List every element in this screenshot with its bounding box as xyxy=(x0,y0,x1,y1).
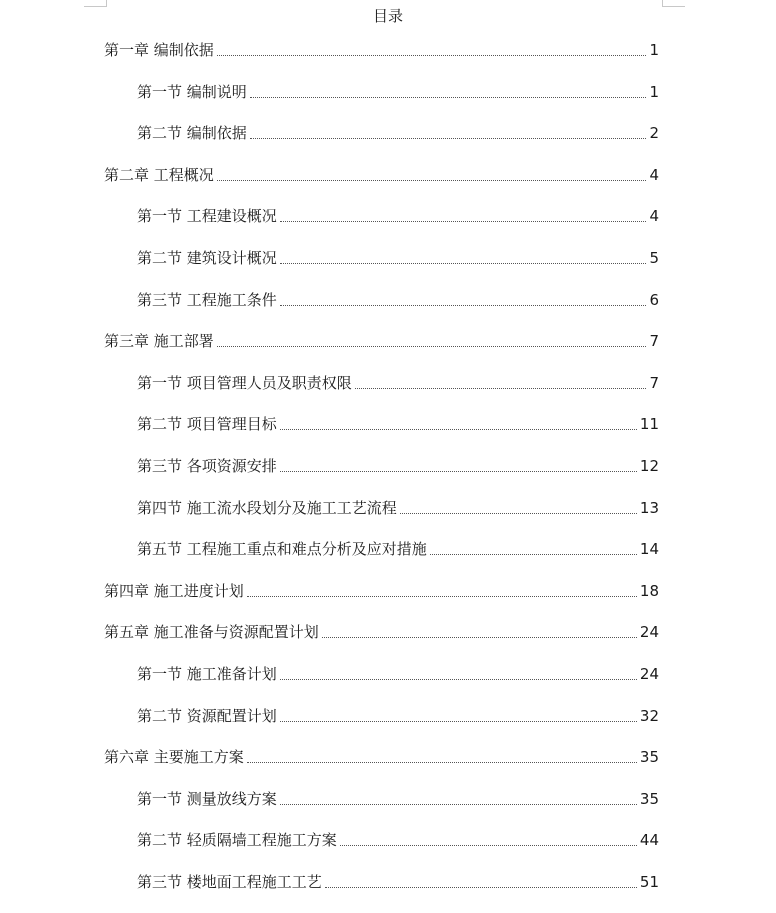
toc-section-entry[interactable] xyxy=(137,660,659,684)
toc-dot-leader xyxy=(250,138,647,139)
toc-entry-label: 第三章 施工部署 xyxy=(104,332,214,351)
toc-entry-label: 第二节 资源配置计划 xyxy=(137,706,277,725)
toc-chapter-entry[interactable] xyxy=(104,327,659,351)
toc-dot-leader xyxy=(340,845,637,846)
toc-entry-label: 第一节 工程建设概况 xyxy=(137,207,277,226)
toc-page-number: 24 xyxy=(639,623,659,642)
toc-dot-leader xyxy=(247,596,637,597)
toc-page-number: 13 xyxy=(639,498,659,517)
toc-entry-label: 第六章 主要施工方案 xyxy=(104,748,244,767)
toc-page-number: 11 xyxy=(639,415,659,434)
toc-dot-leader xyxy=(280,263,647,264)
toc-section-entry[interactable] xyxy=(137,452,659,476)
toc-dot-leader xyxy=(280,804,637,805)
toc-page-number: 18 xyxy=(639,581,659,600)
toc-page-number: 5 xyxy=(649,249,659,267)
toc-dot-leader xyxy=(280,305,647,306)
toc-entry-label: 第一节 编制说明 xyxy=(137,82,247,101)
toc-dot-leader xyxy=(322,637,637,638)
toc-chapter-entry[interactable] xyxy=(104,36,659,60)
toc-entry-label: 第二节 建筑设计概况 xyxy=(137,249,277,267)
toc-dot-leader xyxy=(217,55,647,56)
toc-page-number: 4 xyxy=(649,207,659,226)
toc-dot-leader xyxy=(280,221,647,222)
toc-dot-leader xyxy=(280,429,637,430)
toc-chapter-entry[interactable] xyxy=(104,161,659,185)
toc-section-entry[interactable] xyxy=(137,826,659,850)
toc-entry-label: 第一节 施工准备计划 xyxy=(137,665,277,683)
toc-entry-label: 第三节 工程施工条件 xyxy=(137,290,277,309)
toc-page-number: 35 xyxy=(639,748,659,767)
toc-dot-leader xyxy=(355,388,647,389)
toc-entry-label: 第一节 测量放线方案 xyxy=(137,789,277,808)
toc-page-number: 24 xyxy=(639,665,659,683)
toc-dot-leader xyxy=(325,887,637,888)
toc-section-entry[interactable] xyxy=(137,535,659,559)
toc-chapter-entry[interactable] xyxy=(104,743,659,767)
toc-entry-label: 第一章 编制依据 xyxy=(104,41,214,59)
toc-entry-label: 第四章 施工进度计划 xyxy=(104,581,244,600)
toc-page-number: 7 xyxy=(649,373,659,392)
toc-page-number: 32 xyxy=(639,706,659,725)
toc-entry-label: 第四节 施工流水段划分及施工工艺流程 xyxy=(137,498,397,517)
toc-dot-leader xyxy=(430,554,637,555)
toc-section-entry[interactable] xyxy=(137,702,659,726)
toc-entry-label: 第二节 编制依据 xyxy=(137,124,247,143)
toc-entry-label: 第二节 轻质隔墙工程施工方案 xyxy=(137,831,337,850)
toc-page-number: 1 xyxy=(649,82,659,101)
toc-page-number: 35 xyxy=(639,789,659,808)
toc-section-entry[interactable] xyxy=(137,244,659,268)
toc-chapter-entry[interactable] xyxy=(104,618,659,642)
toc-page-number: 4 xyxy=(649,165,659,184)
toc-title: 目录 xyxy=(372,7,403,25)
toc-entry-label: 第二节 项目管理目标 xyxy=(137,415,277,434)
toc-entry-label: 第三节 楼地面工程施工工艺 xyxy=(137,873,322,891)
toc-entry-label: 第五节 工程施工重点和难点分析及应对措施 xyxy=(137,540,427,559)
toc-dot-leader xyxy=(280,679,637,680)
toc-section-entry[interactable] xyxy=(137,78,659,102)
toc-page-number: 2 xyxy=(649,124,659,143)
toc-chapter-entry[interactable] xyxy=(104,577,659,601)
toc-section-entry[interactable] xyxy=(137,410,659,434)
toc-entry-label: 第三节 各项资源安排 xyxy=(137,457,277,475)
toc-page-number: 6 xyxy=(649,290,659,309)
toc-section-entry[interactable] xyxy=(137,494,659,518)
toc-dot-leader xyxy=(280,721,637,722)
toc-entry-label: 第一节 项目管理人员及职责权限 xyxy=(137,373,352,392)
toc-entry-label: 第五章 施工准备与资源配置计划 xyxy=(104,623,319,642)
toc-section-entry[interactable] xyxy=(137,286,659,310)
toc-page-number: 14 xyxy=(639,540,659,559)
toc-dot-leader xyxy=(400,513,637,514)
toc-page-number: 51 xyxy=(639,873,659,891)
toc-dot-leader xyxy=(250,97,647,98)
toc-section-entry[interactable] xyxy=(137,369,659,393)
toc-section-entry[interactable] xyxy=(137,868,659,892)
toc-section-entry[interactable] xyxy=(137,785,659,809)
toc-dot-leader xyxy=(247,762,637,763)
toc-dot-leader xyxy=(217,346,647,347)
toc-section-entry[interactable] xyxy=(137,119,659,143)
toc-page-number: 7 xyxy=(649,332,659,351)
toc-page-number: 12 xyxy=(639,457,659,475)
toc-page-number: 44 xyxy=(639,831,659,850)
toc-section-entry[interactable] xyxy=(137,202,659,226)
toc-dot-leader xyxy=(280,471,637,472)
toc-page-number: 1 xyxy=(649,41,659,59)
toc-entry-label: 第二章 工程概况 xyxy=(104,165,214,184)
toc-dot-leader xyxy=(217,180,647,181)
